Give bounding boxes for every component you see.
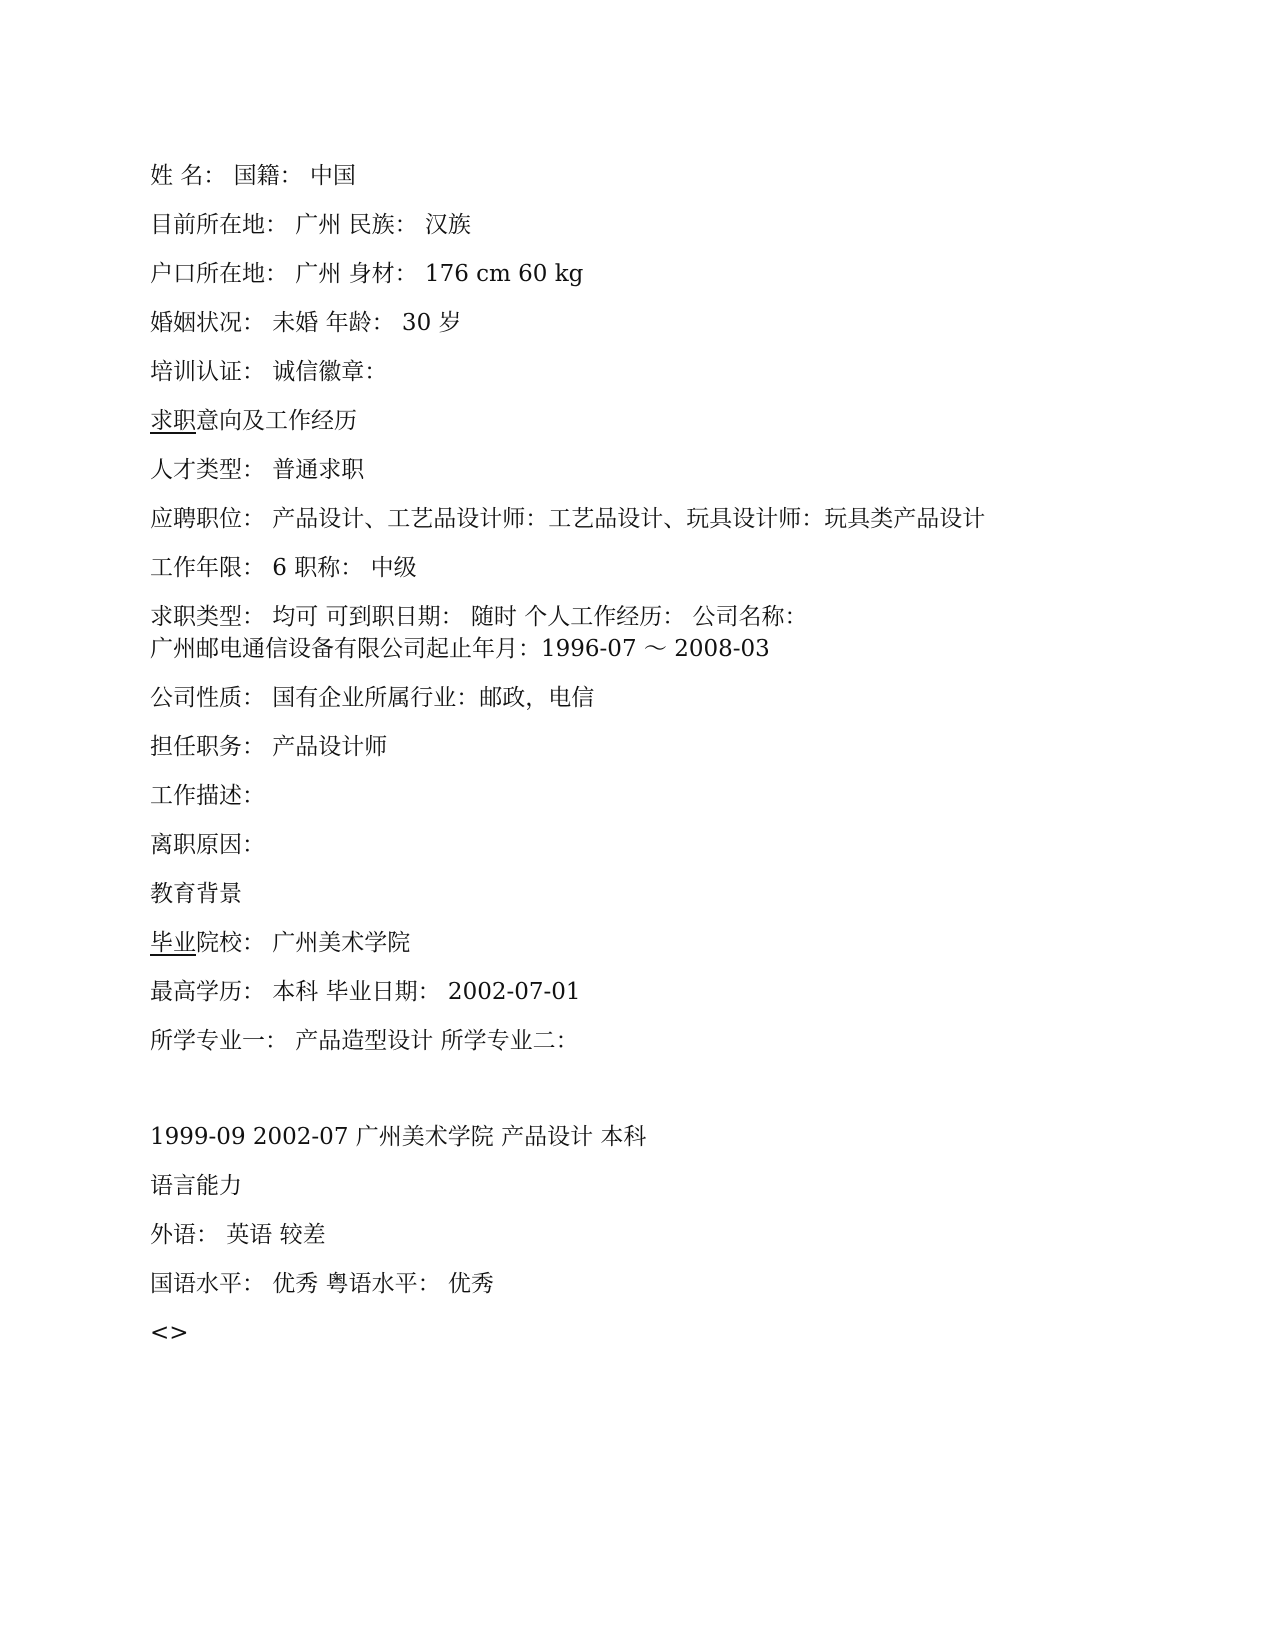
work-description-line: 工作描述：	[150, 783, 265, 809]
work-years-line: 工作年限： 6 职称： 中级	[150, 555, 417, 581]
talent-type-line: 人才类型： 普通求职	[150, 457, 365, 483]
company-nature-line: 公司性质： 国有企业所属行业：邮政，电信	[150, 685, 595, 711]
applied-position-line: 应聘职位： 产品设计、工艺品设计师：工艺品设计、玩具设计师：玩具类产品设计	[150, 506, 986, 532]
angle-brackets-line: <>	[150, 1320, 189, 1346]
mandarin-cantonese-line: 国语水平： 优秀 粤语水平： 优秀	[150, 1271, 494, 1297]
highest-degree-line: 最高学历： 本科 毕业日期： 2002-07-01	[150, 979, 581, 1005]
section-heading-education: 教育背景	[150, 881, 242, 907]
position-held-line: 担任职务： 产品设计师	[150, 734, 388, 760]
section-heading-job-intent	[150, 405, 357, 437]
school-text: 院校： 广州美术学院	[196, 930, 411, 956]
job-type-line: 求职类型： 均可 可到职日期： 随时 个人工作经历： 公司名称：	[150, 604, 808, 630]
education-record-line: 1999-09 2002-07 广州美术学院 产品设计 本科	[150, 1124, 647, 1150]
heading-text: 意向及工作经历	[196, 408, 357, 434]
school-line	[150, 927, 410, 959]
current-location-line: 目前所在地： 广州 民族： 汉族	[150, 212, 471, 238]
section-heading-language: 语言能力	[150, 1173, 242, 1199]
leaving-reason-line: 离职原因：	[150, 832, 265, 858]
certification-line: 培训认证： 诚信徽章：	[150, 359, 388, 385]
underlined-link-text: 求职	[150, 408, 196, 434]
major-line: 所学专业一： 产品造型设计 所学专业二：	[150, 1028, 579, 1054]
company-period-line: 广州邮电通信设备有限公司起止年月：1996-07 ～ 2008-03	[150, 636, 770, 662]
marital-status-line: 婚姻状况： 未婚 年龄： 30 岁	[150, 310, 462, 336]
foreign-language-line: 外语： 英语 较差	[150, 1222, 326, 1248]
household-registration-line: 户口所在地： 广州 身材： 176 cm 60 kg	[150, 261, 584, 287]
underlined-link-text: 毕业	[150, 930, 196, 956]
name-nationality-line: 姓 名： 国籍： 中国	[150, 163, 356, 189]
